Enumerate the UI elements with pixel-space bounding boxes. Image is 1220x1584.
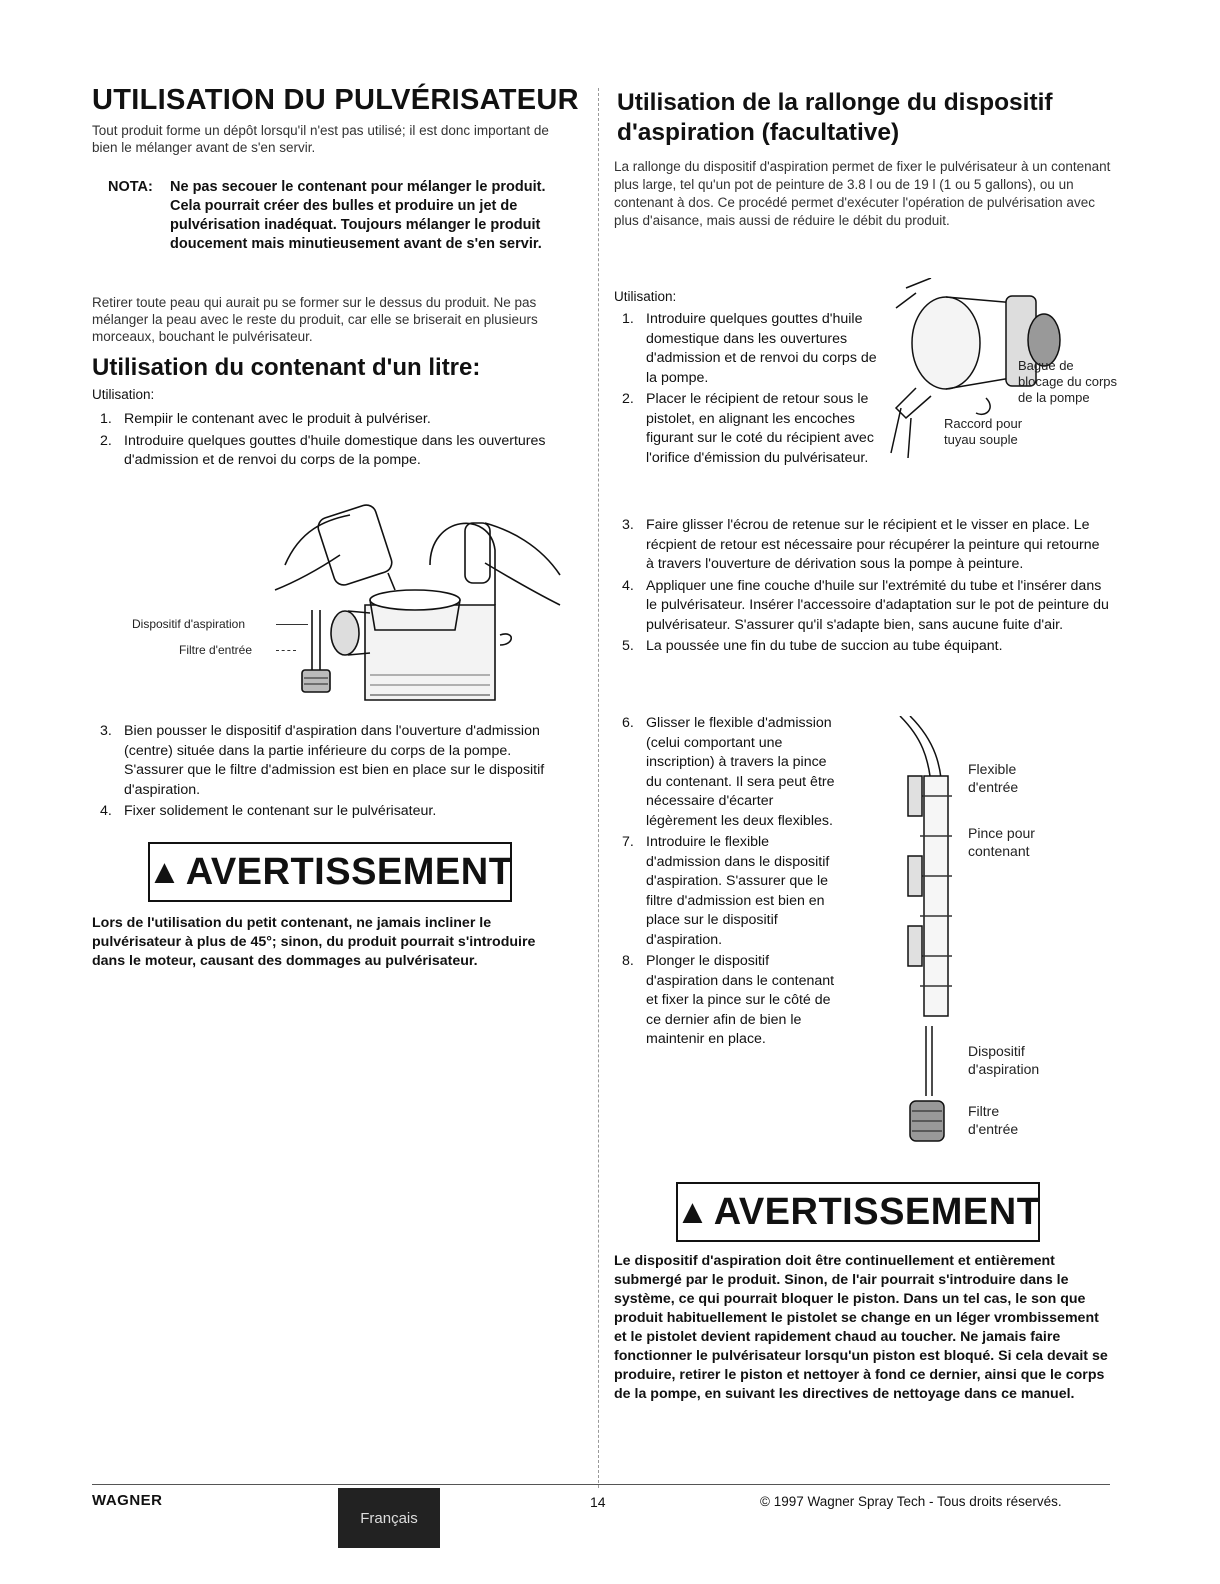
steps-list-right-b xyxy=(622,516,1110,659)
warning-banner-left xyxy=(148,842,512,902)
steps-list-right-a xyxy=(622,310,882,470)
list-item: 4. Appliquer une fine couche d'huile sur l'extrémité du tube et l'insérer dans le pulvérisateur. Insérer l'accessoire d'adaptation sur le pot de peinture du pulvérisateur. S'assurer qu'il s'adapte bien, sans aucune fuite d'air. xyxy=(622,577,1109,633)
leader-line xyxy=(276,624,308,625)
footer-rule xyxy=(92,1484,1110,1485)
skin-paragraph: Retirer toute peau qui aurait pu se former sur le dessus du produit. Ne pas mélanger la peau avec le reste du produit, car elle se briserait en plusieurs morceaux, bouchant le pulvérisateur. xyxy=(92,295,538,344)
leader-line xyxy=(276,650,296,651)
steps-list-a xyxy=(100,410,570,473)
extension-intro: La rallonge du dispositif d'aspiration permet de fixer le pulvérisateur à un contenant plus large, tel qu'un pot de peinture de 3.8 l ou de 19 l (1 ou 5 gallons), ou un contenant à dos. Ce procédé permet d'exécuter l'opération de pulvérisation avec plus d'aisance, mais aussi de réduire le débit du produit. xyxy=(614,159,1111,228)
section-title-litre: Utilisation du contenant d'un litre: xyxy=(92,354,481,381)
page-title: UTILISATION DU PULVÉRISATEUR xyxy=(92,84,579,116)
list-item: 3. Faire glisser l'écrou de retenue sur le récipient et le visser en place. Le récpient de retour est nécessaire pour récupérer la peinture qui retourne à travers l'ouverture de dérivation sous la pompe à peinture. xyxy=(622,517,1100,572)
label-inlet-hose: Flexible d'entrée xyxy=(968,761,1019,795)
usage-label-right: Utilisation: xyxy=(614,289,677,304)
list-item: 4. Fixer solidement le contenant sur le pulvérisateur. xyxy=(100,803,437,819)
section-title-extension: Utilisation de la rallonge du dispositif d'aspiration (facultative) xyxy=(617,89,1053,146)
warning-banner-right xyxy=(676,1182,1040,1242)
steps-list-b xyxy=(100,722,570,824)
warning-text-left: Lors de l'utilisation du petit contenant, ne jamais incliner le pulvérisateur à plus de 45°; sinon, du produit pourrait s'introduire dans le moteur, causant des dommages au pulvérisateur. xyxy=(92,915,536,969)
copyright-text: © 1997 Wagner Spray Tech - Tous droits réservés. xyxy=(760,1494,1062,1509)
list-item: 5. La poussée une fin du tube de succion au tube équipant. xyxy=(622,638,1003,654)
nota-text: Ne pas secouer le contenant pour mélanger le produit. Cela pourrait créer des bulles et produire un jet de pulvérisation inadéquat. Toujours mélanger le produit doucement mais minutieusement avant de s'en servir. xyxy=(170,179,546,252)
intro-paragraph: Tout produit forme un dépôt lorsqu'il n'est pas utilisé; il est donc important de bien le mélanger avant de s'en servir. xyxy=(92,123,549,155)
warning-title: AVERTISSEMENT xyxy=(185,850,513,893)
list-item: 8. Plonger le dispositif d'aspiration dans le contenant et fixer la pince sur le côté de ce dernier afin de bien le maintenir en place. xyxy=(622,953,835,1047)
steps-list-right-c xyxy=(622,714,840,1052)
label-inlet-filter-right: Filtre d'entrée xyxy=(968,1103,1019,1137)
column-divider xyxy=(598,88,599,1488)
list-item: 7. Introduire le flexible d'admission dans le dispositif d'aspiration. S'assurer que le filtre d'admission est bien en place sur le dispositif d'aspiration. xyxy=(622,834,830,948)
suction-tube-illustration xyxy=(880,716,970,1156)
list-item: 1. Rempiir le contenant avec le produit à pulvériser. xyxy=(100,411,431,427)
usage-label: Utilisation: xyxy=(92,387,155,402)
container-illustration xyxy=(270,495,570,710)
list-item: 6. Glisser le flexible d'admission (celui comportant une inscription) à travers la pince du contenant. Il sera peut être nécessaire d'écarter légèrement les deux flexibles. xyxy=(622,715,835,829)
list-item: 3. Bien pousser le dispositif d'aspiration dans l'ouverture d'admission (centre) située dans la partie inférieure du corps de la pompe. S'assurer que le filtre d'admission est bien en place sur le dispositif d'aspiration. xyxy=(100,723,545,798)
list-item: 1. Introduire quelques gouttes d'huile domestique dans les ouvertures d'admission et de renvoi du corps de la pompe. xyxy=(622,311,877,386)
label-hose-fitting: Raccord pour tuyau souple xyxy=(944,416,1023,447)
label-lock-ring: Bague de blocage du corps de la pompe xyxy=(1018,358,1118,405)
label-suction-device: Dispositif d'aspiration xyxy=(132,617,246,631)
page-number: 14 xyxy=(590,1494,606,1510)
warning-title: AVERTISSEMENT xyxy=(713,1190,1041,1233)
language-tab: Français xyxy=(338,1488,440,1548)
warning-icon: ▲ xyxy=(147,852,182,891)
list-item: 2. Introduire quelques gouttes d'huile domestique dans les ouvertures d'admission et de renvoi du corps de la pompe. xyxy=(100,432,546,468)
label-suction-device-right: Dispositif d'aspiration xyxy=(968,1043,1040,1077)
warning-text-right: Le dispositif d'aspiration doit être continuellement et entièrement submergé par le produit. Sinon, de l'air pourrait s'introduire dans le système, ce qui pourrait bloquer le piston. Dans un tel cas, le son que produit habituellement le pistolet se change en un léger vrombissement et le pistolet devient rapidement chaud au toucher. Ne jamais faire fonctionner le pulvérisateur lorsqu'un piston est bloqué. Si cela devait se produire, retirer le piston et nettoyer à fond ce dernier, ainsi que le corps de la pompe, en suivant les directives de nettoyage dans ce manuel. xyxy=(614,1253,1108,1402)
nota-block xyxy=(108,178,568,254)
list-item: 2. Placer le récipient de retour sous le pistolet, en alignant les encoches figurant sur le coté du récipient avec l'orifice d'émission du pulvérisateur. xyxy=(622,391,874,466)
nota-label: NOTA: xyxy=(108,179,153,195)
label-inlet-filter: Filtre d'entrée xyxy=(179,643,252,657)
brand-logo: WAGNER xyxy=(92,1492,163,1509)
label-container-clip: Pince pour contenant xyxy=(968,825,1035,859)
warning-icon: ▲ xyxy=(675,1192,710,1231)
